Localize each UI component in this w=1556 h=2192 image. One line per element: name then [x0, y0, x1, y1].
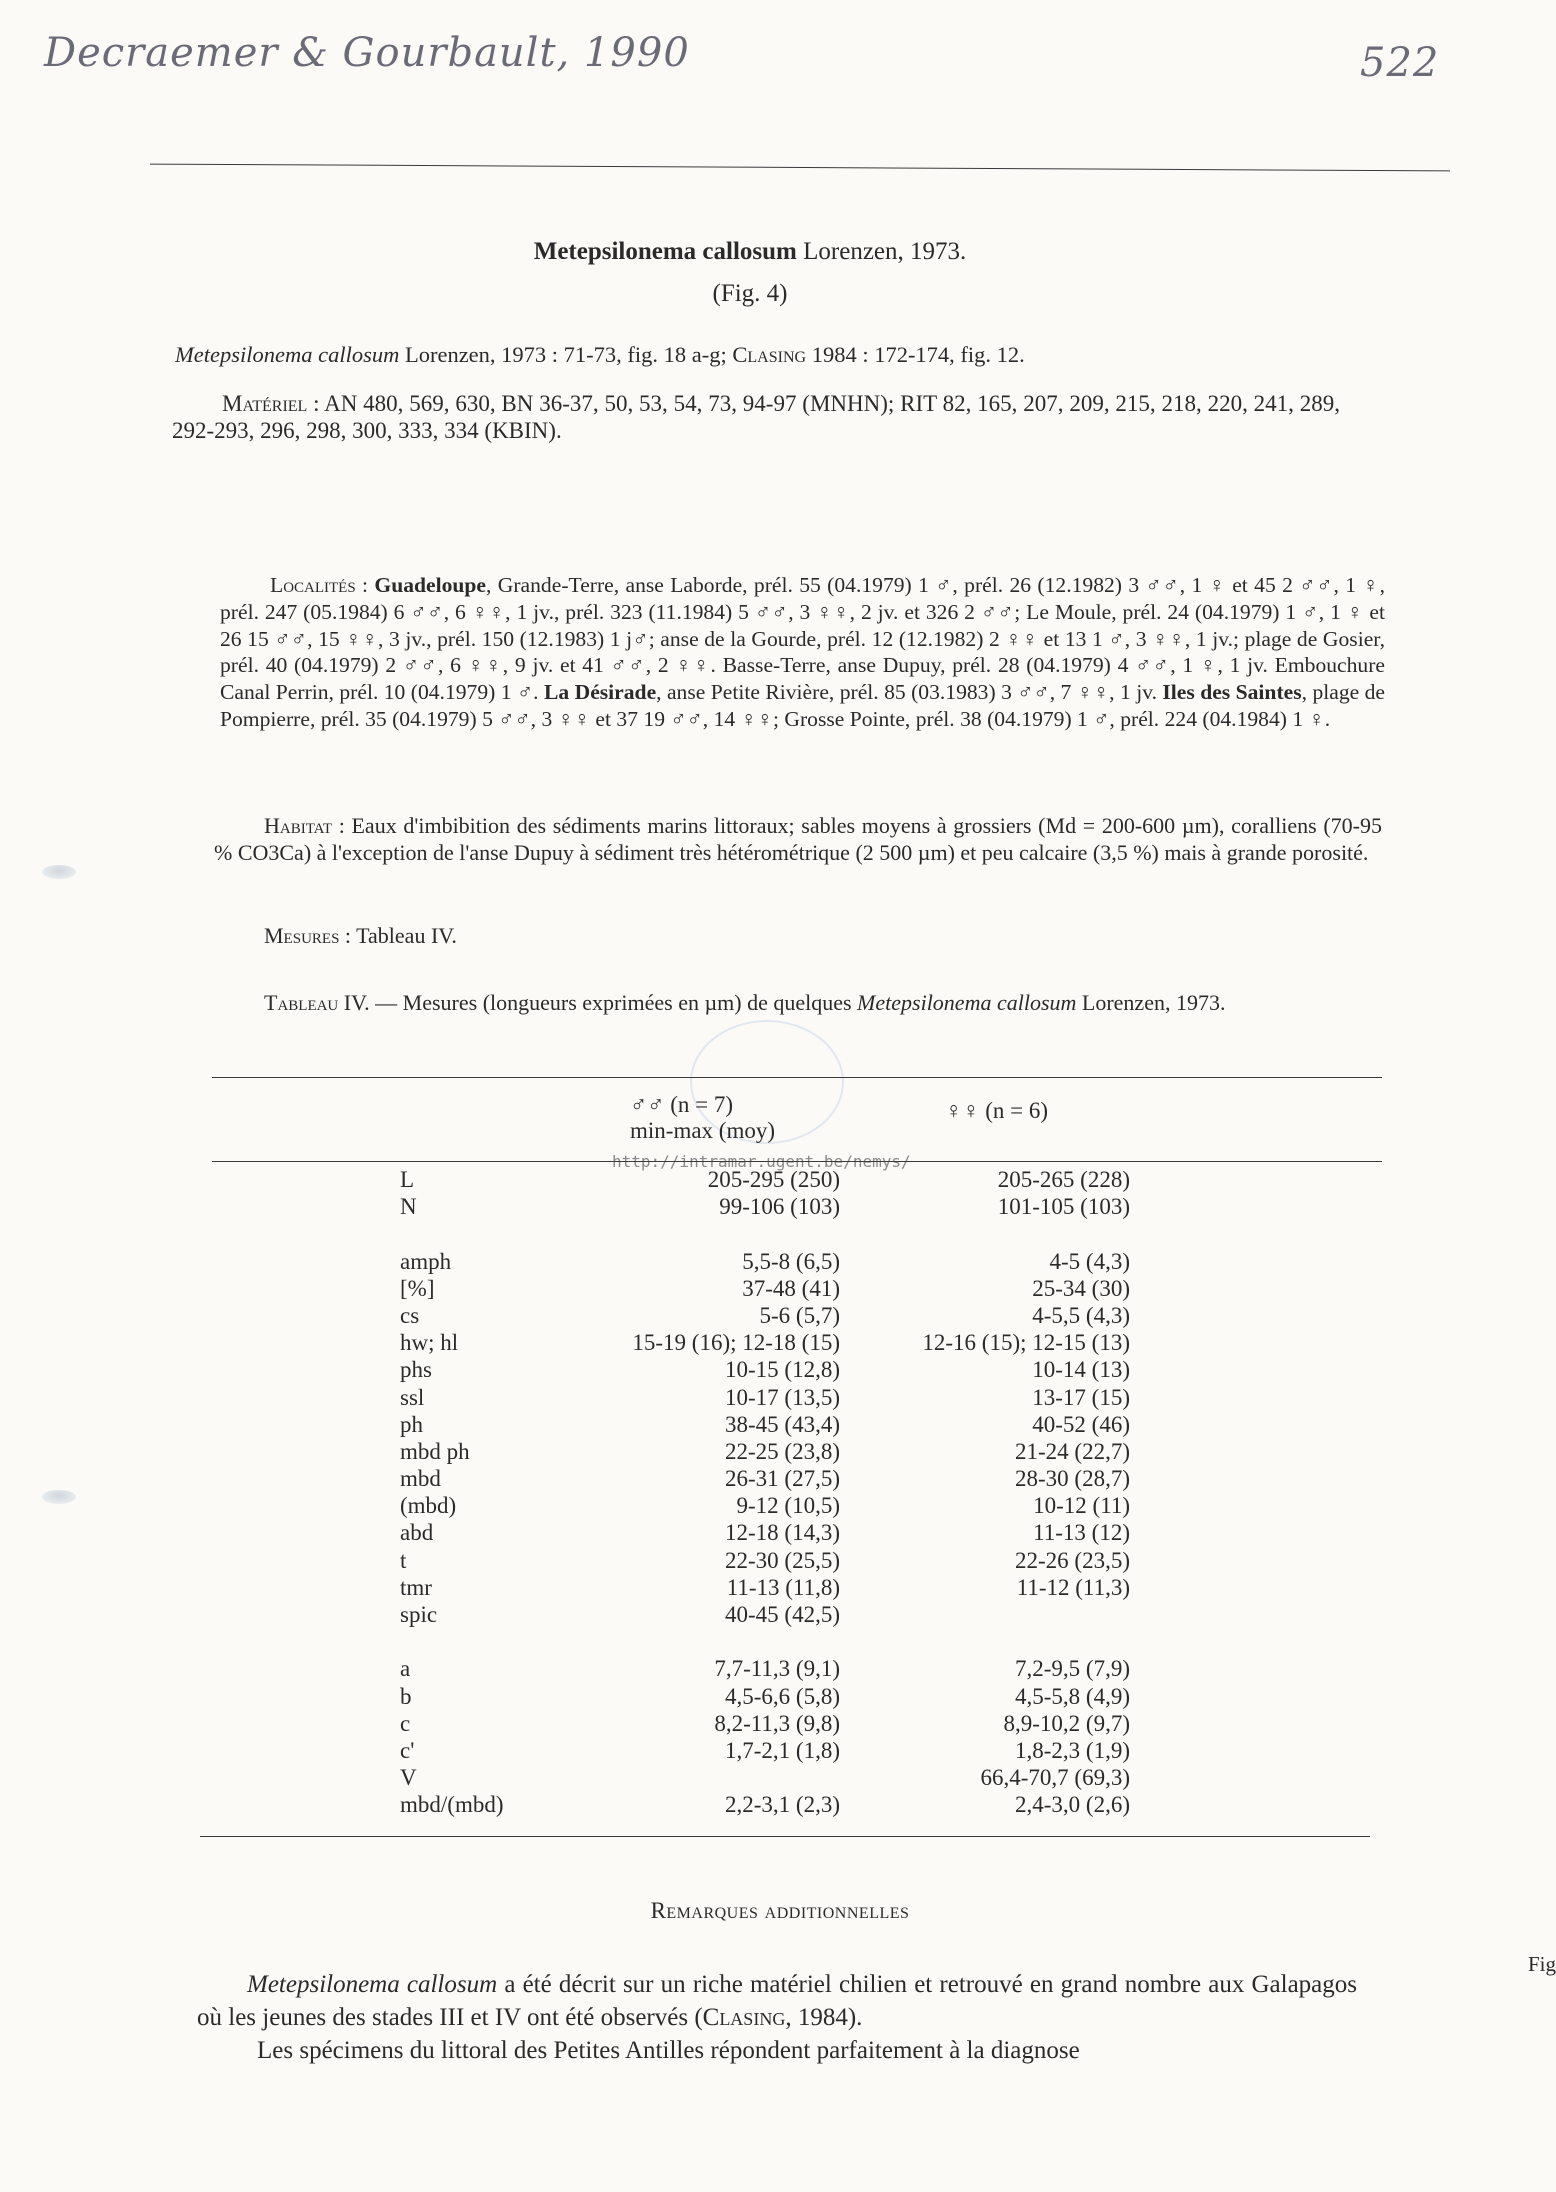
table-cell-female: 13-17 (15) — [1032, 1384, 1130, 1410]
table-cell-male: 38-45 (43,4) — [725, 1411, 840, 1437]
table-gap — [400, 1220, 570, 1247]
localites-desirade: La Désirade — [543, 680, 657, 705]
table-cell-female: 205-265 (228) — [997, 1167, 1130, 1192]
localites-paragraph — [220, 572, 1385, 733]
males-subheader: min-max (moy) — [630, 1118, 775, 1143]
mesures-label: Mesures — [264, 923, 340, 948]
synonymy-species: Metepsilonema callosum — [175, 342, 400, 367]
table-cell-male: 37-48 (41) — [742, 1275, 840, 1301]
table-cell-male — [570, 1764, 840, 1791]
table-caption-species: Metepsilonema callosum — [857, 990, 1077, 1015]
table-cell-male: 40-45 (42,5) — [725, 1602, 840, 1627]
handwritten-page-ref: 522 — [1360, 40, 1440, 86]
habitat-paragraph — [214, 812, 1382, 866]
table-cell-male: 10-15 (12,8) — [725, 1357, 840, 1383]
localites-guadeloupe: Guadeloupe — [374, 573, 487, 597]
table-row-label: c' — [400, 1737, 415, 1763]
table-row-label: V — [400, 1765, 417, 1791]
species-name: Metepsilonema callosum — [533, 238, 797, 265]
table-cell-male: 205-295 (250) — [707, 1167, 840, 1192]
synonymy-text-1: Lorenzen, 1973 : 71-73, fig. 18 a-g; — [399, 342, 733, 367]
watermark-url: http://intramar.ugent.be/nemys/ — [612, 1152, 911, 1171]
remarques-text-1: a été décrit sur un riche matériel chilien et retrouvé en grand nombre aux Galapagos où les jeunes des stades III et IV ont été observés ( — [197, 1971, 1357, 2031]
table-row-label: N — [400, 1194, 417, 1220]
material-text: : AN 480, 569, 630, BN 36-37, 50, 53, 54, 73, 94-97 (MNHN); RIT 82, 165, 207, 209, 215, 218, 220, 241, 289, 292-293, 296, 298, 300, 333, 334 (KBIN). — [172, 391, 1340, 443]
material-paragraph — [172, 390, 1340, 444]
females-header: ♀♀ (n = 6) — [945, 1098, 1049, 1123]
table-gap — [570, 1220, 840, 1247]
table-cell-male: 7,7-11,3 (9,1) — [714, 1656, 840, 1682]
table-cell-male: 99-106 (103) — [719, 1194, 840, 1220]
table-cell-male: 2,2-3,1 (2,3) — [725, 1792, 840, 1818]
table-row-label: (mbd) — [400, 1493, 457, 1519]
table-cell-male: 22-30 (25,5) — [725, 1547, 840, 1573]
males-header: ♂♂ (n = 7) — [630, 1092, 734, 1117]
table-gap — [400, 1628, 570, 1655]
habitat-text: : Eaux d'imbibition des sédiments marins littoraux; sables moyens à grossiers (Md = 200-600 µm), coralliens (70-95 % CO3Ca) à l'exception de l'anse Dupuy à sédiment très hétérométrique (2 500 µm) et peu calcaire (3,5 %) mais à grande porosité. — [214, 813, 1382, 865]
table-row-label: ph — [400, 1411, 423, 1437]
table-cell-female: 11-13 (12) — [1033, 1520, 1130, 1546]
binder-hole — [42, 865, 76, 879]
table-cell-male: 5-6 (5,7) — [759, 1302, 840, 1328]
table-cell-female: 10-14 (13) — [1032, 1357, 1130, 1383]
table-row-label: spic — [400, 1602, 438, 1627]
remarques-paragraph — [197, 1968, 1357, 2034]
localites-text-1: , Grande-Terre, anse Laborde, prél. 55 (04.1979) 1 ♂, prél. 26 (12.1982) 3 ♂♂, 1 ♀ et 45 2 ♂♂, 1 ♀, prél. 247 (05.1984) 6 ♂♂, 6 ♀♀, 1 jv., prél. 323 (11.1984) 5 ♂♂, 3 ♀♀, 2 jv. et 326 2 ♂♂; Le Moule, prél. 24 (04.1979) 1 ♂, 1 ♀ et 26 15 ♂♂, 15 ♀♀, 3 jv., prél. 150 (12.1983) 1 j♂; anse de la Gourde, prél. 12 (12.1982) 2 ♀♀ et 13 1 ♂, 3 ♀♀, 1 jv.; plage de Gosier, prél. 40 (04.1979) 2 ♂♂, 6 ♀♀, 9 jv. et 41 ♂♂, 2 ♀♀. Basse-Terre, anse Dupuy, prél. 28 (04.1979) 4 ♂♂, 1 ♀, 1 jv. Embouchure Canal Perrin, prél. 10 (04.1979) 1 ♂. — [220, 573, 1386, 705]
table-cell-female: 11-12 (11,3) — [1016, 1574, 1130, 1600]
table-cell-female: 28-30 (28,7) — [1015, 1466, 1130, 1492]
remarques-heading: Remarques additionnelles — [650, 1898, 910, 1923]
table-cell-female: 4,5-5,8 (4,9) — [1015, 1683, 1130, 1709]
table-cell-male: 1,7-2,1 (1,8) — [725, 1737, 840, 1763]
males-column — [570, 1166, 840, 1819]
table-gap — [840, 1628, 1130, 1655]
table-row-label: c — [400, 1710, 411, 1736]
table-cell-male: 4,5-6,6 (5,8) — [725, 1683, 840, 1709]
species-title — [300, 238, 1200, 266]
table-cell-female: 7,2-9,5 (7,9) — [1015, 1656, 1130, 1682]
table-cell-female: 25-34 (30) — [1032, 1275, 1130, 1301]
table-top-rule — [212, 1077, 1382, 1078]
remarques-species: Metepsilonema callosum — [247, 1971, 498, 1998]
table-gap — [840, 1220, 1130, 1247]
synonymy-clasing: Clasing — [732, 342, 807, 367]
localites-saintes: Iles des Saintes — [1162, 680, 1302, 705]
table-header-rule — [212, 1161, 1382, 1162]
table-row-label: hw; hl — [400, 1330, 459, 1356]
remarques-clasing: Clasing — [702, 2004, 786, 2031]
top-rule — [150, 164, 1450, 172]
table-cell-male: 11-13 (11,8) — [726, 1574, 840, 1600]
table-cell-female: 8,9-10,2 (9,7) — [1003, 1710, 1130, 1736]
localites-sep: : — [355, 573, 375, 597]
table-cell-female: 12-16 (15); 12-15 (13) — [922, 1330, 1130, 1356]
table-row-label: abd — [400, 1520, 434, 1546]
synonymy-text-2: 1984 : 172-174, fig. 12. — [806, 342, 1025, 367]
table-row-label: b — [400, 1683, 412, 1709]
table-cell-male: 22-25 (23,8) — [725, 1438, 840, 1464]
table-cell-female: 66,4-70,7 (69,3) — [980, 1765, 1130, 1791]
table-cell-female: 2,4-3,0 (2,6) — [1015, 1792, 1130, 1818]
table-cell-female: 40-52 (46) — [1032, 1411, 1130, 1437]
table-cell-male: 12-18 (14,3) — [725, 1520, 840, 1546]
remarques-text-2: , 1984). — [785, 2004, 863, 2031]
table-cell-female — [840, 1601, 1130, 1628]
habitat-label: Habitat — [264, 813, 333, 838]
table-row-label: cs — [400, 1302, 420, 1328]
table-cell-female: 10-12 (11) — [1033, 1493, 1130, 1519]
material-label: Matériel — [222, 391, 308, 416]
localites-text-3: , plage de Pompierre, prél. 35 (04.1979) 5 ♂♂, 3 ♀♀ et 37 19 ♂♂, 14 ♀♀; Grosse Pointe, prél. 38 (04.1979) 1 ♂, prél. 224 (04.1984) 1 ♀. — [220, 680, 1385, 731]
table-gap — [570, 1628, 840, 1655]
table-row-label: L — [400, 1167, 415, 1192]
table-caption-text: — Mesures (longueurs exprimées en µm) de quelques — [369, 990, 858, 1015]
localites-label: Localités — [270, 573, 356, 597]
table-row-label: a — [400, 1656, 411, 1682]
table-cell-male: 8,2-11,3 (9,8) — [714, 1710, 840, 1736]
table-cell-male: 9-12 (10,5) — [736, 1493, 840, 1519]
table-caption-authority: Lorenzen, 1973. — [1076, 990, 1226, 1015]
table-bottom-rule — [200, 1836, 1370, 1837]
binder-hole — [42, 1490, 76, 1504]
table-cell-male: 26-31 (27,5) — [725, 1466, 840, 1492]
table-row-label: phs — [400, 1357, 432, 1383]
label-column — [400, 1166, 570, 1819]
mesures-line — [264, 923, 864, 949]
table-cell-female: 1,8-2,3 (1,9) — [1015, 1737, 1130, 1763]
table-row-label: t — [400, 1547, 407, 1573]
table-cell-female: 4-5 (4,3) — [1049, 1248, 1130, 1274]
table-cell-female: 101-105 (103) — [997, 1194, 1130, 1220]
figure-ref: (Fig. 4) — [712, 280, 788, 307]
table-row-label: amph — [400, 1248, 452, 1274]
table-cell-female: 4-5,5 (4,3) — [1032, 1302, 1130, 1328]
species-authority: Lorenzen, 1973. — [803, 238, 967, 265]
remarques-paragraph-2: Les spécimens du littoral des Petites Antilles répondent parfaitement à la diagnose — [257, 2037, 1080, 2064]
table-cell-male: 5,5-8 (6,5) — [742, 1248, 840, 1274]
table-cell-female: 21-24 (22,7) — [1015, 1438, 1130, 1464]
margin-fig-fragment: Fig — [1528, 1952, 1556, 1976]
table-caption — [214, 990, 1382, 1016]
table-cell-female: 22-26 (23,5) — [1015, 1547, 1130, 1573]
table-body — [400, 1166, 1140, 1819]
table-row-label: mbd — [400, 1466, 441, 1492]
mesures-text: : Tableau IV. — [339, 923, 457, 948]
table-row-label: ssl — [400, 1384, 425, 1410]
table-row-label: mbd/(mbd) — [400, 1792, 504, 1818]
table-row-label: mbd ph — [400, 1438, 470, 1464]
table-row-label: tmr — [400, 1574, 432, 1600]
localites-text-2: , anse Petite Rivière, prél. 85 (03.1983) 3 ♂♂, 7 ♀♀, 1 jv. — [656, 680, 1163, 705]
table-cell-male: 15-19 (16); 12-18 (15) — [632, 1330, 840, 1356]
handwritten-citation: Decraemer & Gourbault, 1990 — [44, 30, 690, 76]
females-column — [840, 1166, 1130, 1819]
table-caption-label: Tableau IV. — [264, 990, 370, 1015]
table-cell-male: 10-17 (13,5) — [725, 1384, 840, 1410]
table-row-label: [%] — [400, 1275, 435, 1301]
synonymy-line — [175, 342, 1375, 368]
